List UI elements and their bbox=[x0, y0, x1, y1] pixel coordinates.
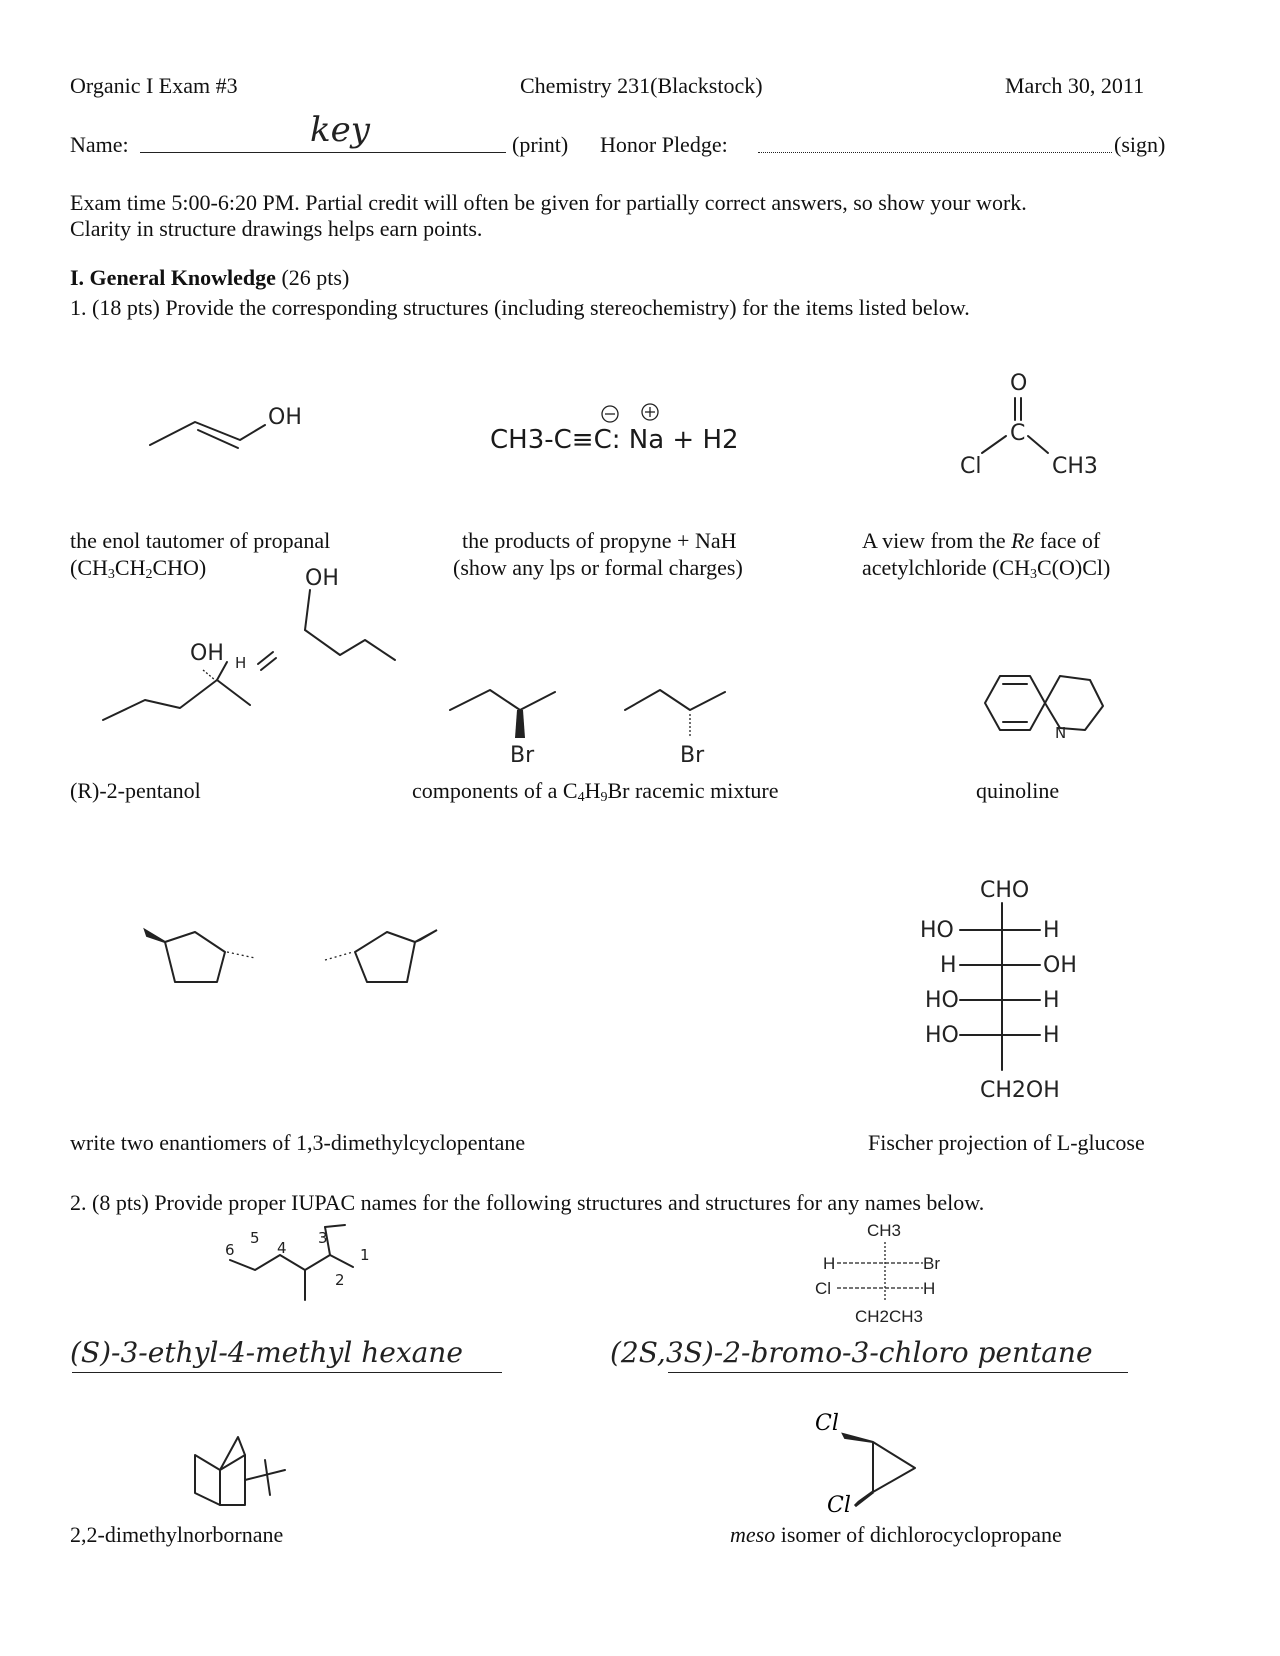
acetyl-l2-post: C(O)Cl) bbox=[1037, 555, 1111, 580]
section1-pts: (26 pts) bbox=[275, 265, 350, 290]
acetyl-structure bbox=[960, 368, 1120, 488]
norbornane-label: 2,2-dimethylnorbornane bbox=[70, 1522, 284, 1547]
dichloro-post: isomer of dichlorocyclopropane bbox=[775, 1522, 1062, 1547]
norbornane-structure bbox=[190, 1435, 300, 1515]
pledge-line bbox=[758, 152, 1112, 153]
acetyl-o: O bbox=[1010, 371, 1028, 396]
f2-r2-left: Cl bbox=[815, 1279, 832, 1298]
f2-r1-right: Br bbox=[923, 1254, 940, 1273]
f2-top: CH3 bbox=[867, 1221, 902, 1240]
instructions-line1: Exam time 5:00-6:20 PM. Partial credit will often be given for partially correct answers, so show your work. bbox=[70, 190, 1027, 215]
fischer-r4-right: H bbox=[1043, 1023, 1060, 1048]
acetyl-c: C bbox=[1010, 421, 1026, 446]
dcp-cl-top: Cl bbox=[815, 1411, 839, 1436]
racemic-post: Br racemic mixture bbox=[607, 778, 779, 803]
racemic-br2: Br bbox=[680, 743, 705, 768]
cyclopentane-label: write two enantiomers of 1,3-dimethylcyclopentane bbox=[70, 1130, 526, 1155]
acetyl-label-1 bbox=[862, 528, 1100, 554]
acetyl-sub: 3 bbox=[1030, 567, 1037, 582]
propyne-label-2: (show any lps or formal charges) bbox=[453, 555, 743, 580]
acetyl-ch3: CH3 bbox=[1052, 454, 1098, 479]
answer-pentane: (2S,3S)-2-bromo-3-chloro pentane bbox=[610, 1336, 1093, 1369]
racemic-structures bbox=[445, 680, 735, 768]
f2-r2-right: H bbox=[923, 1279, 936, 1298]
exam-date: March 30, 2011 bbox=[1005, 73, 1145, 98]
section1-title-bold: I. General Knowledge bbox=[70, 265, 276, 290]
quinoline-n: N bbox=[1055, 724, 1067, 742]
racemic-br1: Br bbox=[510, 743, 535, 768]
fischer-r4-left: HO bbox=[925, 1023, 959, 1048]
hex-num-1: 1 bbox=[360, 1246, 370, 1264]
acetyl-l1-post: face of bbox=[1034, 528, 1101, 553]
sign-label: (sign) bbox=[1114, 132, 1166, 157]
enol-l2-pre: (CH bbox=[70, 555, 108, 580]
pentanol-oh-top: OH bbox=[305, 566, 339, 591]
enol-structure bbox=[150, 400, 310, 460]
hex-num-5: 5 bbox=[250, 1229, 260, 1247]
fischer-r2-right: OH bbox=[1043, 953, 1077, 978]
fischer-r1-left: HO bbox=[920, 918, 954, 943]
f2-bottom: CH2CH3 bbox=[855, 1307, 924, 1326]
instructions-line2: Clarity in structure drawings helps earn points. bbox=[70, 216, 483, 241]
print-label: (print) bbox=[512, 132, 569, 157]
fischer-bottom: CH2OH bbox=[980, 1078, 1060, 1103]
dichloro-label bbox=[730, 1522, 1062, 1548]
pentanol-oh: OH bbox=[190, 641, 224, 666]
fischer-l-glucose bbox=[920, 875, 1100, 1115]
acetyl-cl: Cl bbox=[960, 454, 982, 479]
racemic-h: H bbox=[584, 778, 601, 803]
racemic-sub2: 9 bbox=[600, 790, 608, 805]
quinoline-label: quinoline bbox=[976, 778, 1060, 803]
hex-num-3: 3 bbox=[318, 1229, 328, 1247]
answer-hexane: (S)-3-ethyl-4-methyl hexane bbox=[70, 1336, 463, 1369]
fischer-r2-left: H bbox=[940, 953, 957, 978]
fischer-r3-left: HO bbox=[925, 988, 959, 1013]
enol-label-1: the enol tautomer of propanal bbox=[70, 528, 331, 553]
quinoline-structure bbox=[975, 668, 1115, 748]
fischer-r3-right: H bbox=[1043, 988, 1060, 1013]
fischer-label: Fischer projection of L-glucose bbox=[868, 1130, 1145, 1155]
meso-italic: meso bbox=[730, 1522, 776, 1547]
fischer-top: CHO bbox=[980, 878, 1030, 903]
fischer-pentane bbox=[815, 1220, 965, 1340]
question-2: 2. (8 pts) Provide proper IUPAC names for the following structures and structures for any names below. bbox=[70, 1190, 985, 1215]
question-1: 1. (18 pts) Provide the corresponding structures (including stereochemistry) for the items listed below. bbox=[70, 295, 970, 320]
hex-num-6: 6 bbox=[225, 1241, 235, 1259]
acetyl-re: Re bbox=[1011, 528, 1035, 553]
enol-l2-post: CHO) bbox=[152, 555, 207, 580]
name-value: key bbox=[310, 110, 370, 150]
propyne-label-1: the products of propyne + NaH bbox=[462, 528, 737, 553]
enol-oh: OH bbox=[268, 405, 302, 430]
enol-sub2: 2 bbox=[145, 567, 153, 582]
hex-num-4: 4 bbox=[277, 1239, 287, 1257]
answer-hexane-line bbox=[72, 1372, 502, 1373]
propyne-answer: CH3-C≡C: Na + H2 bbox=[490, 425, 739, 455]
pentanol-h: H bbox=[235, 654, 247, 672]
name-label: Name: bbox=[70, 132, 129, 157]
f2-r1-left: H bbox=[823, 1254, 836, 1273]
section1-title bbox=[70, 265, 349, 291]
dcp-cl-bottom: Cl bbox=[827, 1493, 851, 1518]
acetyl-l1-pre: A view from the bbox=[862, 528, 1012, 553]
pledge-label: Honor Pledge: bbox=[600, 132, 728, 157]
enol-l2-mid: CH bbox=[114, 555, 146, 580]
name-line bbox=[140, 152, 506, 153]
hex-num-2: 2 bbox=[335, 1271, 345, 1289]
fischer-r1-right: H bbox=[1043, 918, 1060, 943]
dichlorocyclopropane-structure bbox=[815, 1410, 925, 1520]
enol-sub3: 3 bbox=[107, 567, 115, 582]
exam-title: Organic I Exam #3 bbox=[70, 73, 238, 98]
charge-symbols bbox=[600, 402, 670, 432]
pentanol-label: (R)-2-pentanol bbox=[70, 778, 201, 803]
cyclopentane-enantiomers bbox=[145, 930, 445, 1010]
course-title: Chemistry 231(Blackstock) bbox=[520, 73, 763, 98]
racemic-label bbox=[412, 778, 779, 811]
acetyl-label-2 bbox=[862, 555, 1110, 588]
pentanol-structures bbox=[95, 560, 415, 730]
answer-pentane-line bbox=[668, 1372, 1128, 1373]
acetyl-l2-pre: acetylchloride (CH bbox=[862, 555, 1030, 580]
racemic-pre: components of a C bbox=[412, 778, 578, 803]
racemic-sub1: 4 bbox=[577, 790, 585, 805]
hexane-structure bbox=[225, 1225, 385, 1325]
